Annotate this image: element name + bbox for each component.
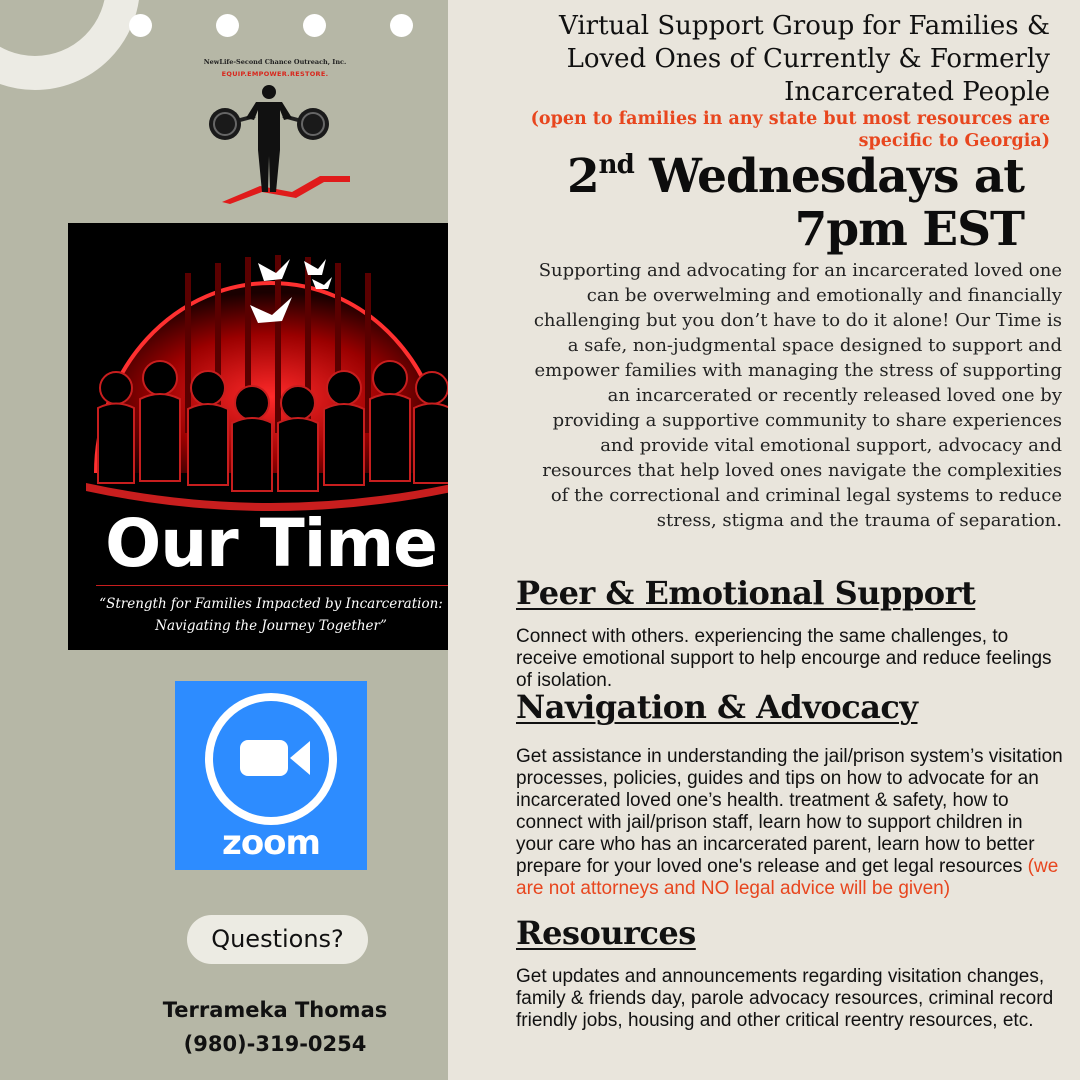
event-title: Virtual Support Group for Families & Loved Ones of Currently & Formerly Incarcerated People bbox=[559, 11, 1050, 107]
resources-body: Get updates and announcements regarding visitation changes, family & friends day, parole advocacy resources, criminal record friendly jobs, housing and other critical reentry resources, etc. bbox=[516, 966, 1054, 1031]
decorative-ring bbox=[0, 0, 140, 90]
zoom-logo bbox=[175, 681, 367, 870]
our-time-logo bbox=[68, 223, 448, 650]
decorative-dot bbox=[303, 14, 326, 37]
man-breaking-chains-icon bbox=[200, 80, 350, 204]
questions-label: Questions? bbox=[187, 915, 368, 964]
meeting-schedule bbox=[484, 150, 1024, 256]
our-time-title: Our Time bbox=[105, 505, 437, 582]
resources-heading: Resources bbox=[516, 914, 696, 952]
org-logo bbox=[196, 58, 354, 206]
divider bbox=[96, 585, 448, 586]
right-panel bbox=[448, 0, 1080, 1080]
zoom-camera-icon bbox=[205, 693, 337, 825]
our-time-tagline: “Strength for Families Impacted by Incarceration: Navigating the Journey Together” bbox=[99, 596, 443, 634]
decorative-dot bbox=[129, 14, 152, 37]
decorative-dot bbox=[390, 14, 413, 37]
peer-support-body: Connect with others. experiencing the same challenges, to receive emotional support to help encourge and reduce feelings of isolation. bbox=[516, 626, 1052, 691]
org-tagline: EQUIP.EMPOWER.RESTORE. bbox=[221, 70, 329, 78]
decorative-dot bbox=[216, 14, 239, 37]
zoom-wordmark: zoom bbox=[222, 823, 320, 863]
contact-phone: (980)-319-0254 bbox=[183, 1032, 367, 1056]
schedule-time: 7pm EST bbox=[794, 202, 1024, 257]
eligibility-note: (open to families in any state but most resources are specific to Georgia) bbox=[530, 109, 1050, 151]
navigation-advocacy-body bbox=[516, 746, 1064, 900]
navigation-advocacy-heading: Navigation & Advocacy bbox=[516, 688, 918, 726]
schedule-day-suffix: nd bbox=[598, 150, 634, 180]
left-panel bbox=[0, 0, 448, 1080]
schedule-day: Wednesdays at bbox=[633, 149, 1024, 204]
legal-disclaimer: (we are not attorneys and NO legal advice will be given) bbox=[516, 856, 1059, 899]
navigation-advocacy-text: Get assistance in understanding the jail/prison system’s visitation processes, policies, guides and tips on how to advocate for an incarcerated loved one’s health. treatment & safety, how to connect with jail/prison staff, learn how to support children in your care who has an incarcerated parent, learn how to better prepare for your loved one's release and get legal resources bbox=[516, 746, 1063, 877]
intro-paragraph: Supporting and advocating for an incarcerated loved one can be overwelming and emotionally and financially challenging but you don’t have to do it alone! Our Time is a safe, non-judgmental space designed to support and empower families with managing the stress of supporting an incarcerated or recently released loved one by providing a supportive community to share experiences and provide vital emotional support, advocacy and resources that help loved ones navigate the complexities of the correctional and criminal legal systems to reduce stress, stigma and the trauma of separation. bbox=[533, 260, 1062, 531]
schedule-day-number: 2 bbox=[566, 149, 599, 204]
contact-name: Terrameka Thomas bbox=[162, 998, 388, 1022]
peer-support-heading: Peer & Emotional Support bbox=[516, 574, 976, 612]
org-name: NewLife-Second Chance Outreach, Inc. bbox=[203, 58, 347, 66]
